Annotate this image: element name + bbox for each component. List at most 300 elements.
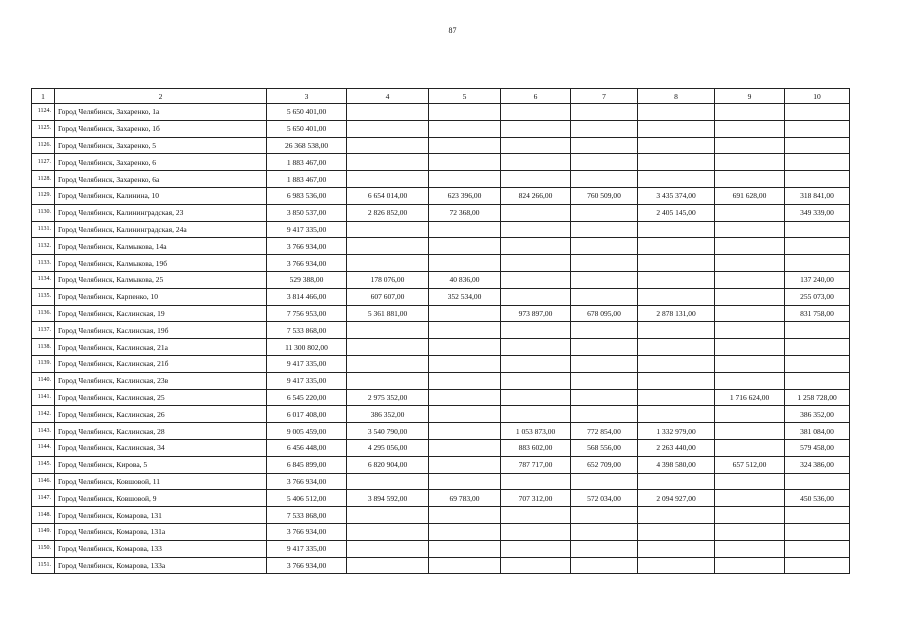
- row-number-cell: 1130.: [32, 204, 55, 221]
- amount-cell: [571, 540, 638, 557]
- address-cell: Город Челябинск, Калинина, 10: [55, 187, 267, 204]
- column-header: 2: [55, 89, 267, 104]
- amount-cell: [429, 523, 501, 540]
- amount-cell: [429, 507, 501, 524]
- amount-cell: 386 352,00: [785, 406, 850, 423]
- table-row: [32, 355, 850, 372]
- header-row: [32, 89, 850, 104]
- amount-cell: [347, 120, 429, 137]
- amount-cell: [571, 473, 638, 490]
- amount-cell: 6 845 899,00: [267, 456, 347, 473]
- amount-cell: [429, 439, 501, 456]
- amount-cell: 2 094 927,00: [638, 490, 715, 507]
- address-cell: Город Челябинск, Калмыкова, 14а: [55, 238, 267, 255]
- amount-cell: [571, 339, 638, 356]
- address-cell: Город Челябинск, Карпенко, 10: [55, 288, 267, 305]
- amount-cell: [429, 557, 501, 574]
- address-cell: Город Челябинск, Захаренко, 5: [55, 137, 267, 154]
- address-cell: Город Челябинск, Каслинская, 21б: [55, 355, 267, 372]
- address-cell: Город Челябинск, Комарова, 133: [55, 540, 267, 557]
- amount-cell: [785, 137, 850, 154]
- address-cell: Город Челябинск, Каслинская, 25: [55, 389, 267, 406]
- amount-cell: 2 975 352,00: [347, 389, 429, 406]
- amount-cell: [429, 456, 501, 473]
- amount-cell: [347, 322, 429, 339]
- amount-cell: [429, 355, 501, 372]
- amount-cell: [501, 104, 571, 121]
- amount-cell: [501, 473, 571, 490]
- amount-cell: [429, 473, 501, 490]
- table-row: [32, 507, 850, 524]
- amount-cell: [638, 221, 715, 238]
- amount-cell: [429, 137, 501, 154]
- amount-cell: [785, 322, 850, 339]
- amount-cell: [638, 322, 715, 339]
- address-cell: Город Челябинск, Калининградская, 24а: [55, 221, 267, 238]
- table-row: [32, 423, 850, 440]
- row-number-cell: 1125.: [32, 120, 55, 137]
- amount-cell: 707 312,00: [501, 490, 571, 507]
- amount-cell: [571, 154, 638, 171]
- amount-cell: [501, 221, 571, 238]
- amount-cell: 137 240,00: [785, 271, 850, 288]
- row-number-cell: 1150.: [32, 540, 55, 557]
- amount-cell: 7 533 868,00: [267, 507, 347, 524]
- amount-cell: 72 368,00: [429, 204, 501, 221]
- amount-cell: [429, 406, 501, 423]
- amount-cell: 9 417 335,00: [267, 355, 347, 372]
- table-row: [32, 490, 850, 507]
- amount-cell: [429, 305, 501, 322]
- amount-cell: [347, 221, 429, 238]
- amount-cell: 883 602,00: [501, 439, 571, 456]
- amount-cell: [501, 171, 571, 188]
- amount-cell: 450 536,00: [785, 490, 850, 507]
- amount-cell: [429, 154, 501, 171]
- amount-cell: [571, 372, 638, 389]
- amount-cell: 3 766 934,00: [267, 473, 347, 490]
- amount-cell: 6 820 904,00: [347, 456, 429, 473]
- amount-cell: 40 836,00: [429, 271, 501, 288]
- row-number-cell: 1129.: [32, 187, 55, 204]
- page-number: 87: [448, 26, 457, 35]
- amount-cell: 6 983 536,00: [267, 187, 347, 204]
- amount-cell: [638, 473, 715, 490]
- amount-cell: 1 883 467,00: [267, 154, 347, 171]
- amount-cell: [571, 204, 638, 221]
- address-cell: Город Челябинск, Калмыкова, 25: [55, 271, 267, 288]
- row-number-cell: 1146.: [32, 473, 55, 490]
- address-cell: Город Челябинск, Захаренко, 6: [55, 154, 267, 171]
- table-row: [32, 271, 850, 288]
- table-row: [32, 456, 850, 473]
- amount-cell: [501, 255, 571, 272]
- address-cell: Город Челябинск, Калининградская, 23: [55, 204, 267, 221]
- amount-cell: [571, 288, 638, 305]
- amount-cell: 318 841,00: [785, 187, 850, 204]
- amount-cell: 691 628,00: [715, 187, 785, 204]
- amount-cell: [429, 221, 501, 238]
- amount-cell: [638, 507, 715, 524]
- amount-cell: 69 783,00: [429, 490, 501, 507]
- amount-cell: 607 607,00: [347, 288, 429, 305]
- amount-cell: [571, 255, 638, 272]
- amount-cell: [571, 171, 638, 188]
- amount-cell: [638, 104, 715, 121]
- amount-cell: [715, 523, 785, 540]
- amount-cell: 9 417 335,00: [267, 221, 347, 238]
- amount-cell: [785, 171, 850, 188]
- amount-cell: [571, 120, 638, 137]
- amount-cell: [347, 339, 429, 356]
- address-cell: Город Челябинск, Каслинская, 19: [55, 305, 267, 322]
- amount-cell: 4 398 580,00: [638, 456, 715, 473]
- amount-cell: [715, 507, 785, 524]
- amount-cell: 5 406 512,00: [267, 490, 347, 507]
- amount-cell: [429, 104, 501, 121]
- amount-cell: [785, 120, 850, 137]
- amount-cell: [429, 171, 501, 188]
- amount-cell: [785, 238, 850, 255]
- amount-cell: [429, 322, 501, 339]
- amount-cell: 3 894 592,00: [347, 490, 429, 507]
- amount-cell: [715, 406, 785, 423]
- amount-cell: [501, 389, 571, 406]
- amount-cell: [715, 540, 785, 557]
- amount-cell: [347, 137, 429, 154]
- amount-cell: [638, 271, 715, 288]
- table-row: [32, 389, 850, 406]
- amount-cell: [501, 372, 571, 389]
- amount-cell: 529 388,00: [267, 271, 347, 288]
- amount-cell: 657 512,00: [715, 456, 785, 473]
- amount-cell: [638, 355, 715, 372]
- row-number-cell: 1143.: [32, 423, 55, 440]
- amount-cell: [429, 339, 501, 356]
- amount-cell: [715, 255, 785, 272]
- row-number-cell: 1139.: [32, 355, 55, 372]
- amount-cell: [501, 540, 571, 557]
- amount-cell: [638, 238, 715, 255]
- amount-cell: [347, 171, 429, 188]
- amount-cell: 579 458,00: [785, 439, 850, 456]
- column-header: 8: [638, 89, 715, 104]
- amount-cell: [571, 238, 638, 255]
- amount-cell: [571, 322, 638, 339]
- amount-cell: [715, 238, 785, 255]
- amount-cell: [638, 540, 715, 557]
- amount-cell: [715, 204, 785, 221]
- table-row: [32, 187, 850, 204]
- amount-cell: [785, 523, 850, 540]
- table-row: [32, 406, 850, 423]
- amount-cell: [715, 288, 785, 305]
- amount-cell: 26 368 538,00: [267, 137, 347, 154]
- amount-cell: [785, 540, 850, 557]
- row-number-cell: 1141.: [32, 389, 55, 406]
- amount-cell: 2 405 145,00: [638, 204, 715, 221]
- amount-cell: 623 396,00: [429, 187, 501, 204]
- amount-cell: 6 017 408,00: [267, 406, 347, 423]
- amount-cell: [638, 120, 715, 137]
- amount-cell: [571, 406, 638, 423]
- amount-cell: [638, 389, 715, 406]
- amount-cell: [501, 137, 571, 154]
- amount-cell: [715, 271, 785, 288]
- address-cell: Город Челябинск, Захаренко, 6а: [55, 171, 267, 188]
- amount-cell: 386 352,00: [347, 406, 429, 423]
- table-row: [32, 104, 850, 121]
- amount-cell: [501, 154, 571, 171]
- amount-cell: 7 533 868,00: [267, 322, 347, 339]
- amount-cell: [715, 557, 785, 574]
- amount-cell: 7 756 953,00: [267, 305, 347, 322]
- amount-cell: [638, 406, 715, 423]
- amount-cell: [638, 154, 715, 171]
- amount-cell: 5 650 401,00: [267, 120, 347, 137]
- row-number-cell: 1142.: [32, 406, 55, 423]
- amount-cell: [715, 120, 785, 137]
- address-cell: Город Челябинск, Каслинская, 19б: [55, 322, 267, 339]
- amount-cell: [571, 104, 638, 121]
- row-number-cell: 1147.: [32, 490, 55, 507]
- amount-cell: 2 878 131,00: [638, 305, 715, 322]
- row-number-cell: 1148.: [32, 507, 55, 524]
- row-number-cell: 1124.: [32, 104, 55, 121]
- amount-cell: [638, 339, 715, 356]
- table-row: [32, 255, 850, 272]
- amount-cell: 787 717,00: [501, 456, 571, 473]
- amount-cell: [715, 221, 785, 238]
- address-cell: Город Челябинск, Каслинская, 26: [55, 406, 267, 423]
- address-cell: Город Челябинск, Комарова, 133а: [55, 557, 267, 574]
- column-header: 1: [32, 89, 55, 104]
- amount-cell: [715, 305, 785, 322]
- amount-cell: 973 897,00: [501, 305, 571, 322]
- amount-cell: [429, 540, 501, 557]
- amount-cell: 4 295 056,00: [347, 439, 429, 456]
- amount-cell: [501, 271, 571, 288]
- amount-cell: [501, 322, 571, 339]
- row-number-cell: 1132.: [32, 238, 55, 255]
- amount-cell: [501, 238, 571, 255]
- amount-cell: 3 540 790,00: [347, 423, 429, 440]
- amount-cell: [501, 406, 571, 423]
- amount-cell: 349 339,00: [785, 204, 850, 221]
- amount-cell: 6 456 448,00: [267, 439, 347, 456]
- table-row: [32, 137, 850, 154]
- amount-cell: [715, 104, 785, 121]
- table-row: [32, 238, 850, 255]
- amount-cell: 568 556,00: [571, 439, 638, 456]
- amount-cell: [347, 507, 429, 524]
- amount-cell: [501, 557, 571, 574]
- amount-cell: [347, 238, 429, 255]
- register-table: [31, 88, 850, 574]
- amount-cell: [715, 339, 785, 356]
- row-number-cell: 1127.: [32, 154, 55, 171]
- table-row: [32, 557, 850, 574]
- table-row: [32, 322, 850, 339]
- address-cell: Город Челябинск, Захаренко, 1б: [55, 120, 267, 137]
- amount-cell: [715, 322, 785, 339]
- address-cell: Город Челябинск, Ковшовой, 11: [55, 473, 267, 490]
- table-row: [32, 439, 850, 456]
- amount-cell: [501, 523, 571, 540]
- amount-cell: [501, 507, 571, 524]
- amount-cell: 831 758,00: [785, 305, 850, 322]
- amount-cell: 2 263 440,00: [638, 439, 715, 456]
- amount-cell: [785, 507, 850, 524]
- amount-cell: 3 814 466,00: [267, 288, 347, 305]
- table-body: [32, 104, 850, 574]
- amount-cell: 652 709,00: [571, 456, 638, 473]
- amount-cell: [785, 339, 850, 356]
- amount-cell: [715, 355, 785, 372]
- table-row: [32, 473, 850, 490]
- amount-cell: 352 534,00: [429, 288, 501, 305]
- amount-cell: 5 650 401,00: [267, 104, 347, 121]
- table-row: [32, 523, 850, 540]
- amount-cell: 6 654 014,00: [347, 187, 429, 204]
- address-cell: Город Челябинск, Каслинская, 28: [55, 423, 267, 440]
- amount-cell: 678 095,00: [571, 305, 638, 322]
- amount-cell: 2 826 852,00: [347, 204, 429, 221]
- amount-cell: 255 073,00: [785, 288, 850, 305]
- amount-cell: [429, 238, 501, 255]
- table-row: [32, 288, 850, 305]
- amount-cell: [347, 104, 429, 121]
- row-number-cell: 1136.: [32, 305, 55, 322]
- amount-cell: [785, 473, 850, 490]
- table-row: [32, 305, 850, 322]
- column-header: 9: [715, 89, 785, 104]
- table-row: [32, 154, 850, 171]
- address-cell: Город Челябинск, Захаренко, 1а: [55, 104, 267, 121]
- amount-cell: [501, 339, 571, 356]
- column-header: 3: [267, 89, 347, 104]
- amount-cell: [715, 490, 785, 507]
- amount-cell: 381 084,00: [785, 423, 850, 440]
- amount-cell: [715, 137, 785, 154]
- column-header: 5: [429, 89, 501, 104]
- amount-cell: [638, 557, 715, 574]
- amount-cell: 6 545 220,00: [267, 389, 347, 406]
- column-header: 7: [571, 89, 638, 104]
- amount-cell: 1 716 624,00: [715, 389, 785, 406]
- amount-cell: [429, 120, 501, 137]
- amount-cell: [347, 523, 429, 540]
- amount-cell: 3 850 537,00: [267, 204, 347, 221]
- address-cell: Город Челябинск, Кирова, 5: [55, 456, 267, 473]
- amount-cell: [429, 389, 501, 406]
- row-number-cell: 1134.: [32, 271, 55, 288]
- address-cell: Город Челябинск, Калмыкова, 19б: [55, 255, 267, 272]
- amount-cell: [785, 372, 850, 389]
- amount-cell: 178 076,00: [347, 271, 429, 288]
- address-cell: Город Челябинск, Комарова, 131: [55, 507, 267, 524]
- amount-cell: [501, 120, 571, 137]
- amount-cell: [429, 423, 501, 440]
- amount-cell: 324 386,00: [785, 456, 850, 473]
- column-header: 4: [347, 89, 429, 104]
- amount-cell: [638, 372, 715, 389]
- amount-cell: [638, 288, 715, 305]
- amount-cell: [347, 540, 429, 557]
- amount-cell: [715, 423, 785, 440]
- amount-cell: [571, 355, 638, 372]
- address-cell: Город Челябинск, Комарова, 131а: [55, 523, 267, 540]
- amount-cell: [571, 271, 638, 288]
- amount-cell: [638, 171, 715, 188]
- row-number-cell: 1145.: [32, 456, 55, 473]
- row-number-cell: 1126.: [32, 137, 55, 154]
- amount-cell: 760 509,00: [571, 187, 638, 204]
- amount-cell: 572 034,00: [571, 490, 638, 507]
- table-row: [32, 221, 850, 238]
- row-number-cell: 1131.: [32, 221, 55, 238]
- address-cell: Город Челябинск, Каслинская, 34: [55, 439, 267, 456]
- column-header: 6: [501, 89, 571, 104]
- amount-cell: [501, 355, 571, 372]
- amount-cell: [501, 204, 571, 221]
- table-row: [32, 204, 850, 221]
- table-row: [32, 171, 850, 188]
- amount-cell: 9 417 335,00: [267, 540, 347, 557]
- amount-cell: 1 258 728,00: [785, 389, 850, 406]
- table-row: [32, 540, 850, 557]
- column-header: 10: [785, 89, 850, 104]
- amount-cell: [785, 255, 850, 272]
- row-number-cell: 1138.: [32, 339, 55, 356]
- amount-cell: [571, 507, 638, 524]
- amount-cell: [571, 523, 638, 540]
- amount-cell: [347, 473, 429, 490]
- amount-cell: 772 854,00: [571, 423, 638, 440]
- amount-cell: 1 053 873,00: [501, 423, 571, 440]
- amount-cell: [785, 154, 850, 171]
- amount-cell: [571, 557, 638, 574]
- amount-cell: [429, 372, 501, 389]
- row-number-cell: 1133.: [32, 255, 55, 272]
- amount-cell: [715, 372, 785, 389]
- amount-cell: 5 361 881,00: [347, 305, 429, 322]
- amount-cell: 3 766 934,00: [267, 523, 347, 540]
- amount-cell: [715, 439, 785, 456]
- amount-cell: 11 300 802,00: [267, 339, 347, 356]
- address-cell: Город Челябинск, Каслинская, 23в: [55, 372, 267, 389]
- amount-cell: [638, 137, 715, 154]
- amount-cell: [347, 154, 429, 171]
- amount-cell: [715, 154, 785, 171]
- row-number-cell: 1149.: [32, 523, 55, 540]
- row-number-cell: 1128.: [32, 171, 55, 188]
- amount-cell: [429, 255, 501, 272]
- amount-cell: 1 883 467,00: [267, 171, 347, 188]
- amount-cell: [347, 255, 429, 272]
- table-row: [32, 339, 850, 356]
- amount-cell: [347, 355, 429, 372]
- amount-cell: [785, 355, 850, 372]
- amount-cell: 3 766 934,00: [267, 255, 347, 272]
- row-number-cell: 1140.: [32, 372, 55, 389]
- amount-cell: 3 435 374,00: [638, 187, 715, 204]
- amount-cell: [638, 523, 715, 540]
- row-number-cell: 1151.: [32, 557, 55, 574]
- amount-cell: 1 332 979,00: [638, 423, 715, 440]
- address-cell: Город Челябинск, Ковшовой, 9: [55, 490, 267, 507]
- amount-cell: [715, 171, 785, 188]
